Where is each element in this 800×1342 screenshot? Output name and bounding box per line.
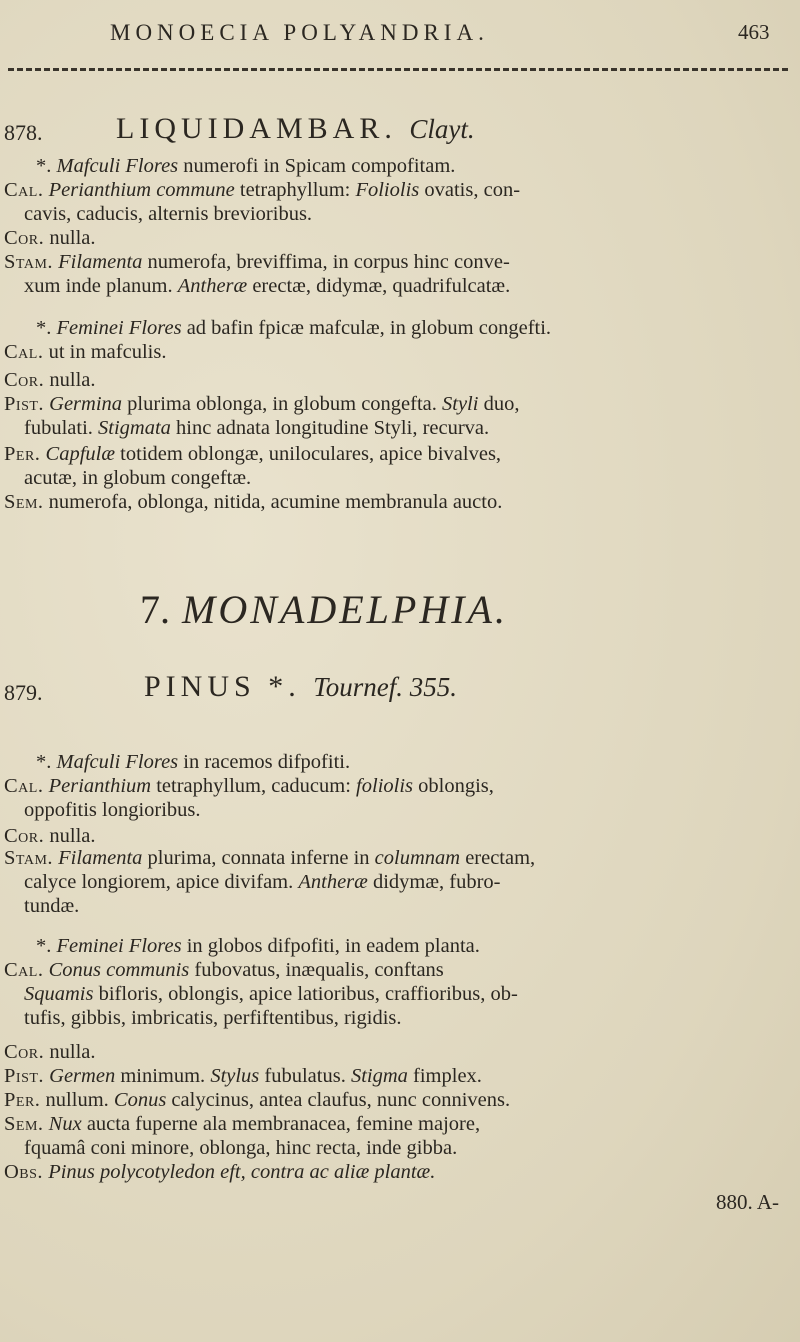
text-line: Squamis bifloris, oblongis, apice latioribus, craffioribus, ob- [24,983,518,1005]
text-line: Sem. Nux aucta fuperne ala membranacea, femine majore, [4,1113,481,1135]
text-line: Cor. nulla. [4,369,96,391]
text-line: *. Feminei Flores ad bafin fpicæ mafculæ, in globum congefti. [36,317,552,339]
page-number: 463 [738,20,770,44]
text-line: calyce longiorem, apice divifam. Antheræ didymæ, fubro- [24,871,501,893]
text-line: tundæ. [24,895,80,917]
text-line: Sem. numerofa, oblonga, nitida, acumine membranula aucto. [4,491,503,513]
text-line: Cor. nulla. [4,227,96,249]
class-name: MONADELPHIA. [182,587,508,632]
text-line: oppofitis longioribus. [24,799,201,821]
genus-title [144,670,457,704]
text-line: Obs. Pinus polycotyledon eft, contra ac aliæ plantæ. [4,1161,436,1183]
text-line: Cal. ut in mafculis. [4,341,167,363]
text-line: tufis, gibbis, imbricatis, perfiftentibus, rigidis. [24,1007,402,1029]
genus-number: 879. [4,680,43,705]
genus-name: LIQUIDAMBAR. [116,112,397,145]
genus-title [116,112,475,146]
text-line: Pist. Germen minimum. Stylus fubulatus. Stigma fimplex. [4,1065,482,1087]
header-rule [8,68,788,71]
text-line: Stam. Filamenta plurima, connata inferne in columnam erectam, [4,847,536,869]
text-line: Cal. Conus communis fubovatus, inæqualis, conftans [4,959,444,981]
text-line: fquamâ coni minore, oblonga, hinc recta, inde gibba. [24,1137,458,1159]
text-line: Cor. nulla. [4,825,96,847]
genus-author: Tournef. 355. [313,672,457,702]
text-line: Cor. nulla. [4,1041,96,1063]
catchword: 880. A- [716,1190,779,1214]
class-heading [140,586,508,633]
class-number: 7. [140,587,170,632]
text-line: Per. nullum. Conus calycinus, antea claufus, nunc connivens. [4,1089,511,1111]
text-line: *. Feminei Flores in globos difpofiti, in eadem planta. [36,935,480,957]
text-line: fubulati. Stigmata hinc adnata longitudine Styli, recurva. [24,417,490,439]
text-line: Stam. Filamenta numerofa, breviffima, in corpus hinc conve- [4,251,510,273]
text-line: *. Mafculi Flores in racemos difpofiti. [36,751,351,773]
text-line: Per. Capfulæ totidem oblongæ, uniloculares, apice bivalves, [4,443,502,465]
running-head: MONOECIA POLYANDRIA. [110,20,489,45]
genus-number: 878. [4,120,43,145]
text-line: Cal. Perianthium commune tetraphyllum: Foliolis ovatis, con- [4,179,521,201]
text-line: xum inde planum. Antheræ erectæ, didymæ, quadrifulcatæ. [24,275,511,297]
genus-author: Clayt. [409,114,475,144]
text-line: Pist. Germina plurima oblonga, in globum congefta. Styli duo, [4,393,520,415]
text-line: Cal. Perianthium tetraphyllum, caducum: foliolis oblongis, [4,775,494,797]
text-line: *. Mafculi Flores numerofi in Spicam compofitam. [36,155,456,177]
text-line: acutæ, in globum congeftæ. [24,467,252,489]
text-line: cavis, caducis, alternis brevioribus. [24,203,313,225]
genus-name: PINUS *. [144,670,301,703]
